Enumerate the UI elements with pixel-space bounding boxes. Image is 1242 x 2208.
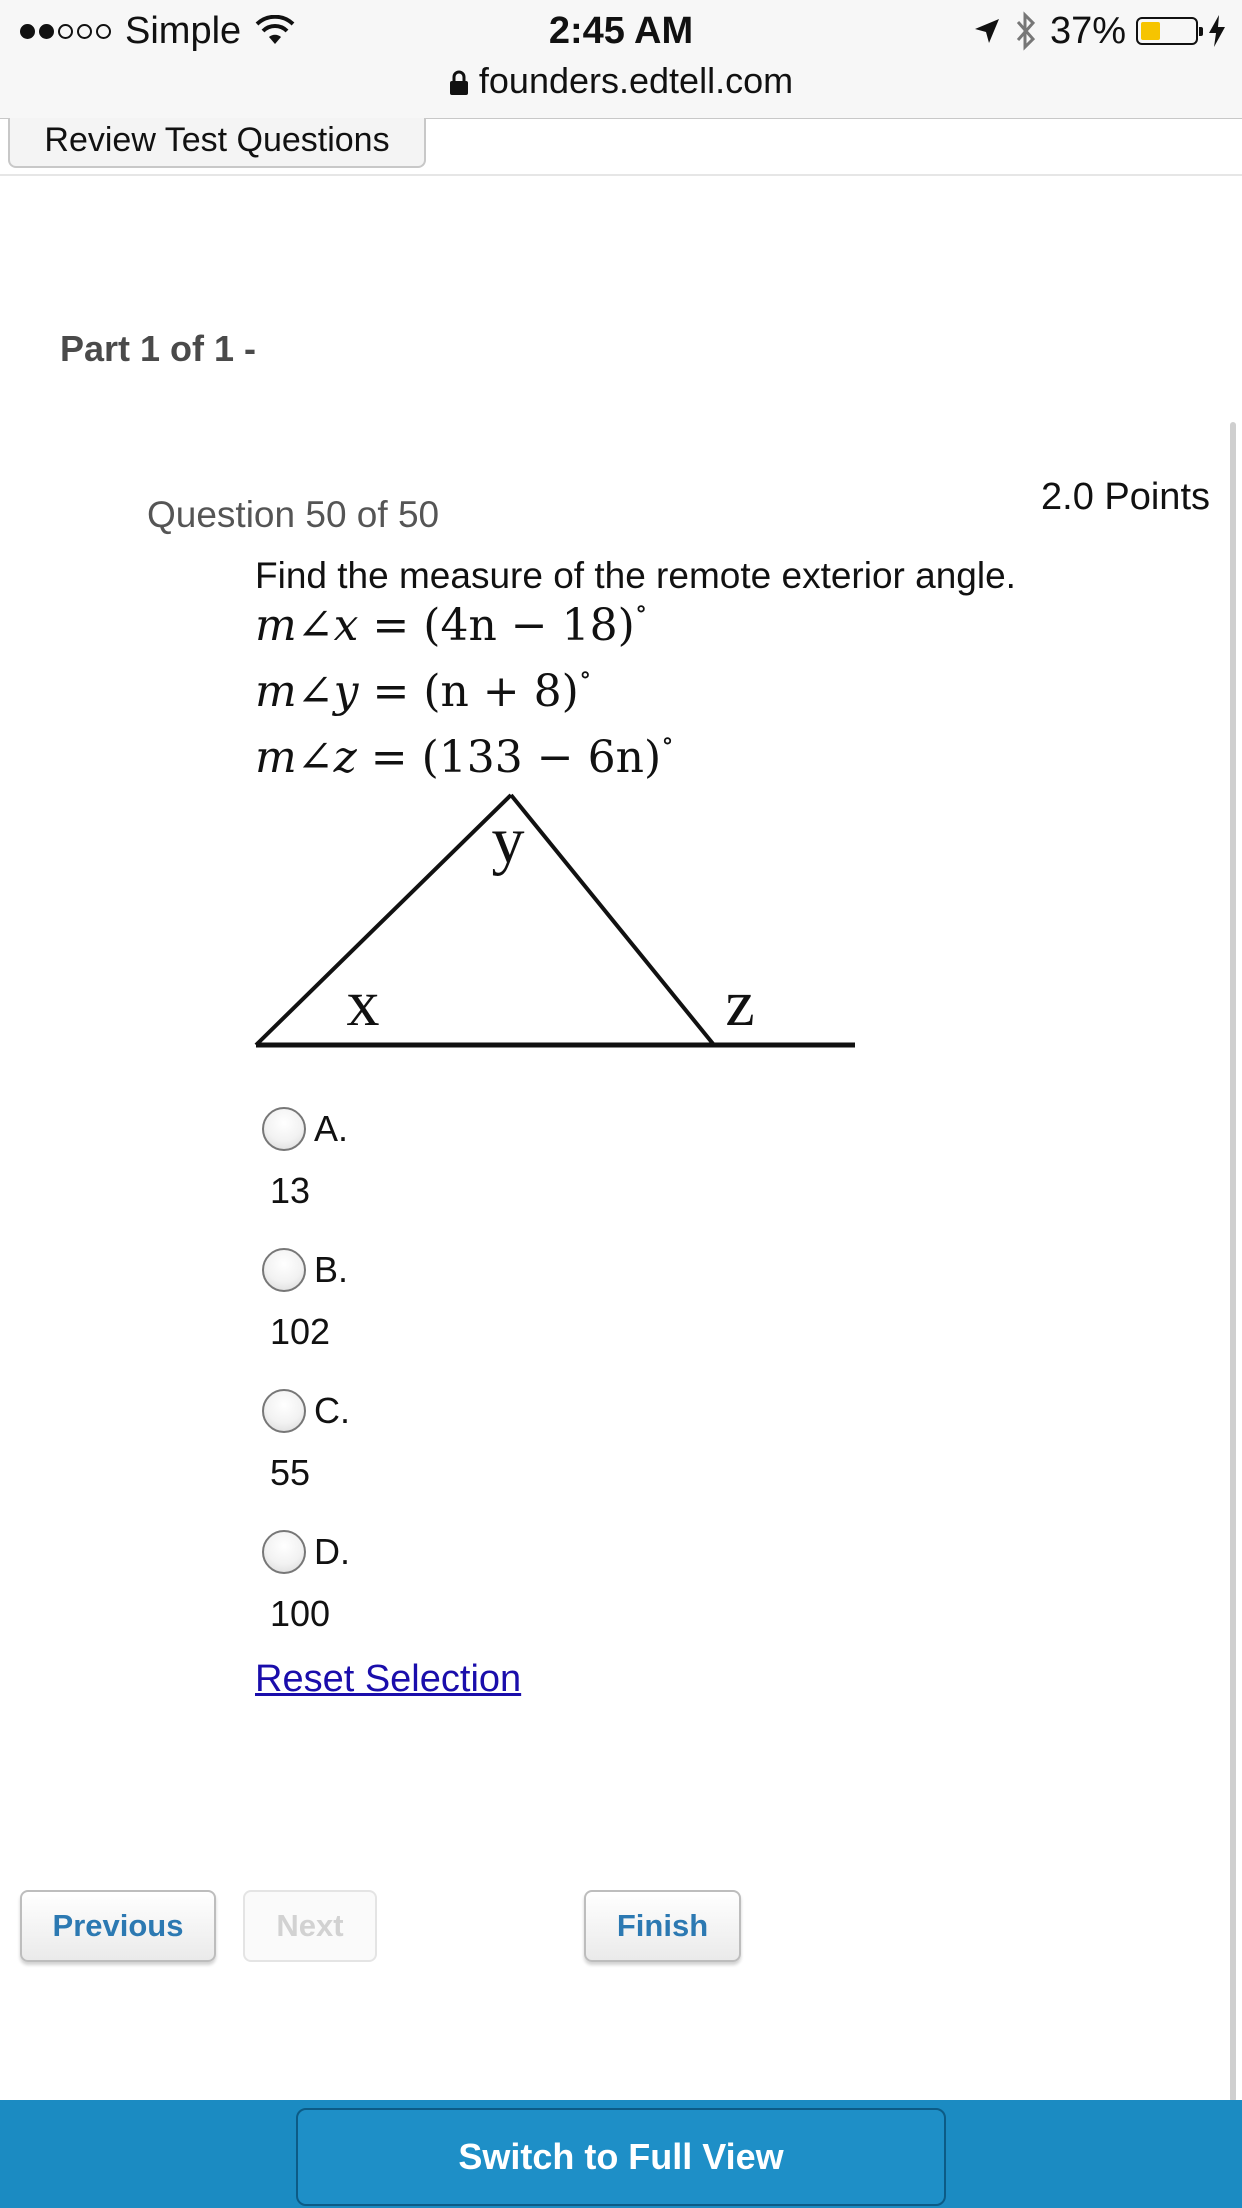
angle-z-label: z <box>725 967 755 1040</box>
option-c[interactable] <box>262 1389 350 1433</box>
equation-expr: (133 − 6n) <box>421 732 662 783</box>
equation-var: z <box>333 732 357 783</box>
triangle-figure <box>250 785 860 1055</box>
equation-y: m∠y = (n + 8)∘ <box>255 660 592 717</box>
review-test-questions-button[interactable]: Review Test Questions <box>8 118 426 168</box>
option-letter: D. <box>314 1531 350 1572</box>
option-letter: C. <box>314 1390 350 1431</box>
left-side <box>256 795 511 1045</box>
option-a[interactable] <box>262 1107 348 1151</box>
option-letter: A. <box>314 1108 349 1149</box>
bluetooth-icon <box>1014 11 1038 51</box>
radio-button[interactable] <box>262 1389 306 1433</box>
angle-y-label: y <box>491 804 525 877</box>
reset-selection-link[interactable]: Reset Selection <box>255 1658 522 1700</box>
equation-z: m∠z = (133 − 6n)∘ <box>255 726 674 783</box>
option-b-value: 102 <box>270 1311 331 1352</box>
option-d-value: 100 <box>270 1593 331 1634</box>
question-number: Question 50 of 50 <box>147 494 440 535</box>
equation-var: y <box>333 666 359 717</box>
equation-expr: (n + 8) <box>423 666 579 717</box>
question-prompt: Find the measure of the remote exterior angle. <box>255 555 1016 596</box>
lock-icon <box>449 70 469 96</box>
scrollbar[interactable] <box>1230 422 1236 2102</box>
next-button[interactable]: Next <box>243 1890 377 1962</box>
status-right <box>972 8 1228 54</box>
radio-button[interactable] <box>262 1248 306 1292</box>
location-arrow-icon <box>972 16 1002 46</box>
url-text: founders.edtell.com <box>478 60 794 101</box>
carrier-name: Simple <box>125 9 242 52</box>
option-a-value: 13 <box>270 1170 311 1211</box>
question-points: 2.0 Points <box>1041 476 1210 518</box>
address-bar[interactable] <box>0 58 1242 104</box>
charging-bolt-icon <box>1206 14 1228 48</box>
option-b[interactable] <box>262 1248 348 1292</box>
option-d[interactable] <box>262 1530 350 1574</box>
finish-button[interactable]: Finish <box>584 1890 741 1962</box>
battery-icon <box>1136 17 1198 45</box>
option-letter: B. <box>314 1249 349 1290</box>
previous-button[interactable]: Previous <box>20 1890 216 1962</box>
clock: 2:45 AM <box>548 10 694 52</box>
battery-percent: 37% <box>1049 9 1126 52</box>
option-c-value: 55 <box>270 1452 311 1493</box>
part-label: Part 1 of 1 - <box>60 328 257 369</box>
radio-button[interactable] <box>262 1530 306 1574</box>
right-side <box>511 795 714 1045</box>
equation-var: x <box>333 600 359 651</box>
equation-x: m∠x = (4n − 18)∘ <box>255 594 648 651</box>
angle-x-label: x <box>346 967 380 1040</box>
switch-to-full-view-button[interactable]: Switch to Full View <box>296 2108 946 2206</box>
divider <box>0 174 1242 176</box>
equation-expr: (4n − 18) <box>423 600 635 651</box>
radio-button[interactable] <box>262 1107 306 1151</box>
